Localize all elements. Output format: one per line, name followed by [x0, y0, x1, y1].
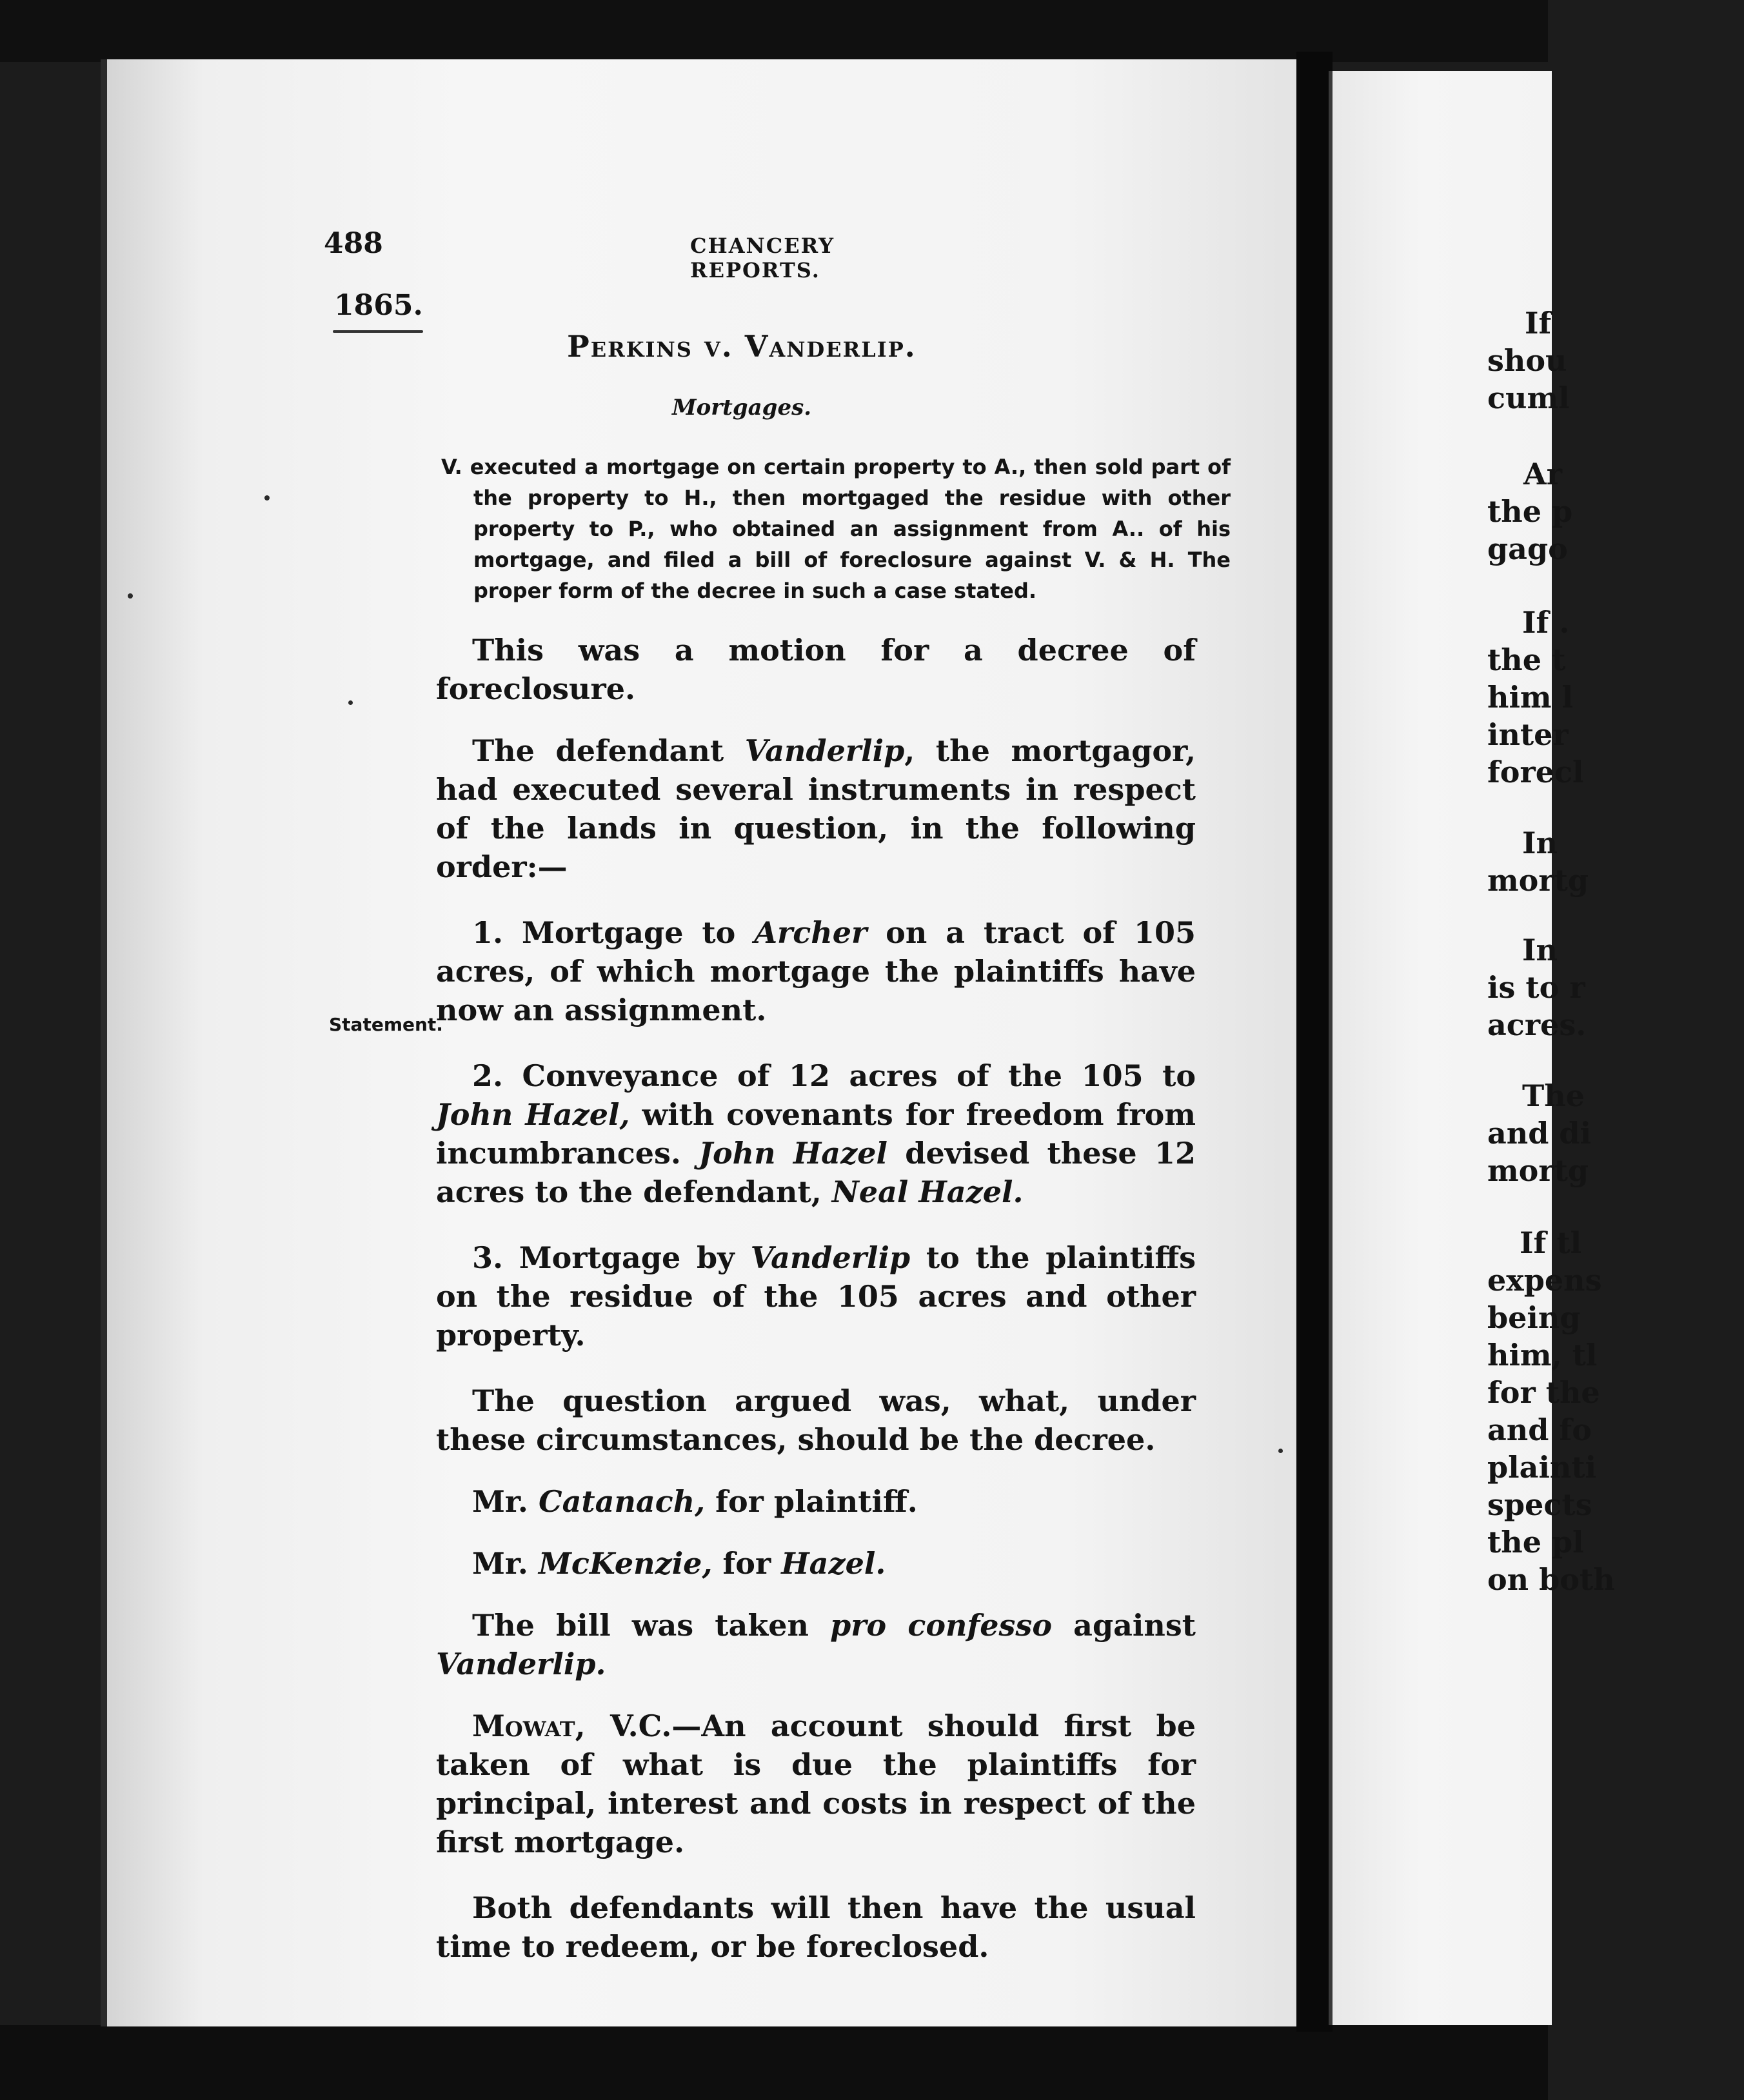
text-run: 1. Mortgage to — [472, 915, 755, 950]
headnote: V. executed a mortgage on certain property to A., then sold part of the property to H., then mortgaged the residue with other property to P., who obtained an assignment from A.. of his mortgage, and filed a bill of foreclosure against V. & H. The proper form of the decree in such a case stated. — [441, 455, 1231, 603]
facing-line: forecl — [1487, 755, 1584, 789]
paragraph-redeem: Both defendants will then have the usual time to redeem, or be foreclosed. — [436, 1890, 1196, 1964]
facing-line: In — [1522, 933, 1558, 967]
paragraph-counsel-hazel — [436, 1544, 1196, 1583]
paragraph-motion: This was a motion for a decree of foreclosure. — [436, 633, 1196, 706]
facing-page-fragment — [1329, 71, 1615, 2025]
facing-line: him, tl — [1487, 1338, 1598, 1372]
facing-line: him l — [1487, 680, 1574, 715]
text-run: for — [712, 1546, 782, 1581]
facing-line: for the — [1487, 1375, 1600, 1410]
facing-line: In — [1522, 826, 1558, 860]
text-run: , V.C.—An account should first be taken of what is due the plaintiffs for principal, interest and costs in respect of the first mortgage. — [436, 1709, 1196, 1859]
scan-speck — [128, 593, 133, 599]
text-run: 3. Mortgage by — [472, 1240, 751, 1275]
facing-line: spects — [1487, 1487, 1592, 1522]
margin-note-statement: Statement. — [329, 1014, 443, 1035]
case-title — [0, 329, 1548, 364]
text-run: Mr. — [472, 1484, 539, 1519]
paragraph-item-1 — [436, 913, 1196, 1029]
latin-phrase: pro confesso — [830, 1608, 1052, 1643]
facing-line: If — [1525, 306, 1552, 341]
facing-line: Ar — [1523, 457, 1562, 491]
facing-line: and di — [1487, 1116, 1592, 1151]
case-title-text: Perkins v. Vanderlip. — [567, 329, 917, 364]
facing-line: the t — [1487, 642, 1566, 677]
judge-name: Mowat — [472, 1709, 575, 1743]
scan-bottom-border — [0, 2025, 1548, 2100]
party-name: Vanderlip — [750, 1240, 911, 1275]
body-text — [436, 631, 1196, 1993]
facing-line: inter — [1487, 717, 1569, 752]
paragraph-pro-confesso — [436, 1606, 1196, 1683]
facing-line: and fo — [1487, 1412, 1592, 1447]
paragraph-question: The question argued was, what, under these circumstances, should be the decree. — [436, 1383, 1196, 1457]
text-run: devised these 12 acres to the defendant, — [436, 1136, 1196, 1209]
scan-speck — [1278, 1449, 1283, 1453]
party-name: Archer — [754, 915, 867, 950]
party-name: Hazel. — [781, 1546, 886, 1581]
facing-line: plainti — [1487, 1450, 1597, 1485]
facing-line: If tl — [1520, 1225, 1582, 1260]
facing-line: the pl — [1487, 1525, 1584, 1560]
facing-line: being — [1487, 1300, 1581, 1335]
facing-line: gago — [1487, 531, 1568, 566]
text-run: 2. Conveyance of 12 acres of the 105 to — [472, 1058, 1196, 1093]
paragraph-defendant — [436, 731, 1196, 886]
subject-text: Mortgages. — [671, 395, 812, 421]
facing-line: is to r — [1487, 970, 1585, 1005]
party-name: John Hazel, — [436, 1097, 630, 1132]
facing-line: expens — [1487, 1263, 1602, 1298]
running-title: CHANCERY REPORTS. — [690, 233, 835, 282]
facing-line: cuml — [1487, 381, 1570, 415]
paragraph-item-3 — [436, 1238, 1196, 1354]
text-run: against — [1052, 1608, 1196, 1643]
text-run: , the mortgagor, had executed several instruments in respect of the lands in question, in the following order:— — [436, 733, 1196, 884]
text-run: for plaintiff. — [705, 1484, 918, 1519]
scan-speck — [348, 700, 353, 705]
party-name: Vanderlip — [744, 733, 905, 768]
paragraph-counsel-plaintiff — [436, 1482, 1196, 1521]
party-name: Vanderlip. — [436, 1647, 606, 1681]
facing-line: the p — [1487, 494, 1573, 529]
party-name: John Hazel — [699, 1136, 887, 1171]
facing-line: If . — [1522, 605, 1570, 640]
party-name: Neal Hazel. — [831, 1174, 1024, 1209]
subject-heading — [0, 395, 1548, 421]
scan-speck — [264, 495, 270, 500]
text-run: The defendant — [472, 733, 745, 768]
text-run: to the plaintiffs on the residue of the 105 acres and other property. — [436, 1240, 1196, 1352]
text-run: The bill was taken — [472, 1608, 831, 1643]
facing-line: on both — [1487, 1562, 1615, 1597]
counsel-name: McKenzie, — [538, 1546, 713, 1581]
facing-line: acres. — [1487, 1007, 1587, 1042]
facing-line: mortg — [1487, 863, 1589, 898]
text-run: Mr. — [472, 1546, 539, 1581]
paragraph-judgment — [436, 1707, 1196, 1861]
year-marker: 1865. — [334, 289, 423, 322]
text-run: with covenants for freedom from incumbrances. — [436, 1097, 1196, 1171]
facing-line: mortg — [1487, 1153, 1589, 1188]
counsel-name: Catanach, — [538, 1484, 706, 1519]
text-run: on a tract of 105 acres, of which mortgage the plaintiffs have now an assignment. — [436, 915, 1196, 1027]
facing-line: shou — [1487, 343, 1567, 378]
facing-line: The — [1522, 1078, 1585, 1113]
page-number: 488 — [324, 227, 383, 260]
paragraph-item-2 — [436, 1056, 1196, 1211]
